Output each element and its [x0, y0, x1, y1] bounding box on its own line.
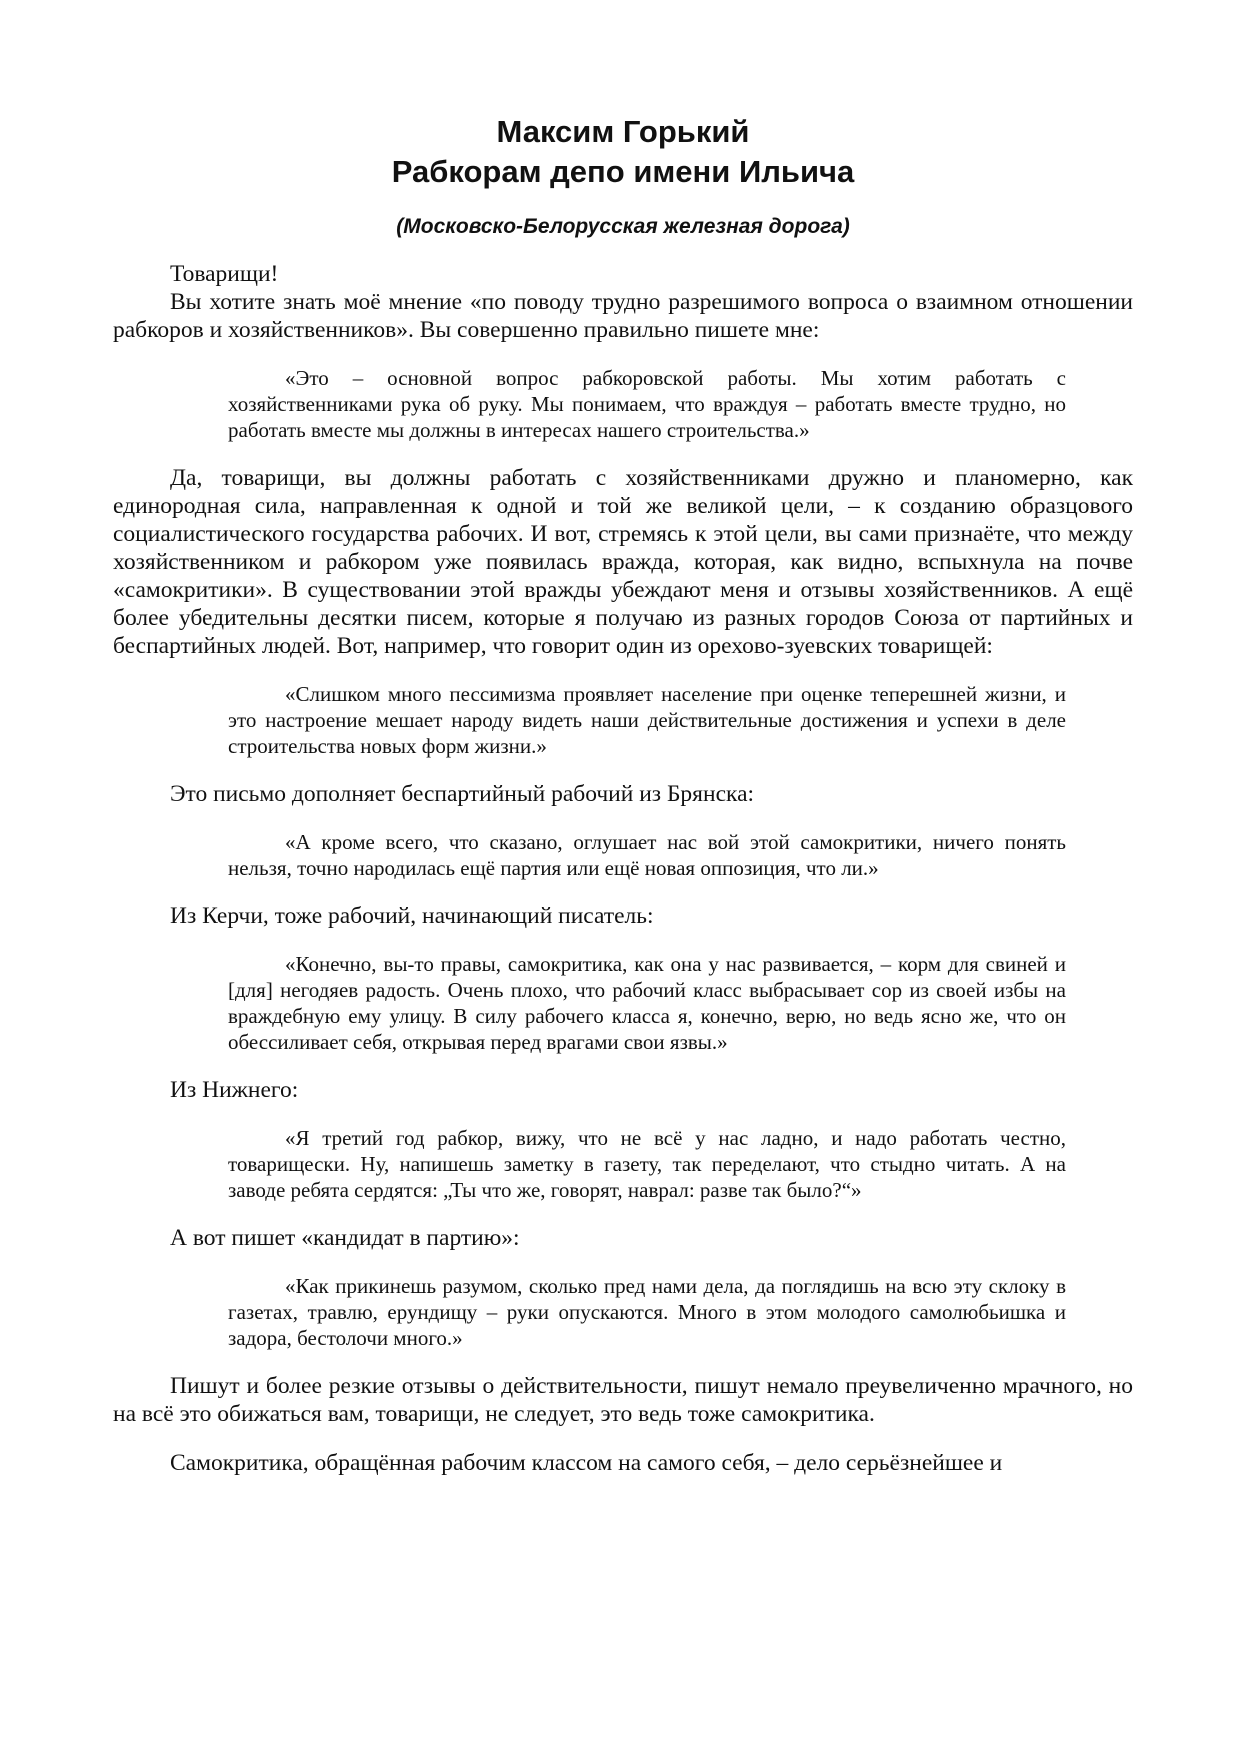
paragraph: Вы хотите знать моё мнение «по поводу трудно разрешимого вопроса о взаимном отношении рабкоров и хозяйственников». Вы совершенно правильно пишете мне:	[113, 289, 1133, 343]
block-quote: «А кроме всего, что сказано, оглушает нас вой этой самокритики, ничего понять нельзя, точно народилась ещё партия или ещё новая оппозиция, что ли.»	[228, 830, 1066, 880]
block-quote: «Это – основной вопрос рабкоровской работы. Мы хотим работать с хозяйственниками рука об руку. Мы понимаем, что враждуя – работать вместе трудно, но работать вместе мы должны в интересах нашего строительства.»	[228, 366, 1066, 442]
paragraph: Из Керчи, тоже рабочий, начинающий писатель:	[170, 903, 654, 929]
block-quote: «Слишком много пессимизма проявляет население при оценке теперешней жизни, и это настроение мешает народу видеть наши действительные достижения и успехи в деле строительства новых форм жизни.»	[228, 682, 1066, 758]
paragraph: Самокритика, обращённая рабочим классом на самого себя, – дело серьёзнейшее и	[170, 1450, 1003, 1476]
document-subtitle: (Московско-Белорусская железная дорога)	[396, 215, 850, 238]
paragraph: Товарищи!	[170, 261, 279, 287]
document-title: Рабкорам депо имени Ильича	[391, 154, 855, 189]
paragraph: А вот пишет «кандидат в партию»:	[170, 1225, 520, 1251]
author-heading: Максим Горький	[496, 114, 750, 149]
document-body	[113, 260, 1133, 1477]
block-quote: «Конечно, вы-то правы, самокритика, как она у нас развивается, – корм для свиней и [для] негодяев радость. Очень плохо, что рабочий класс выбрасывает сор из своей избы на враждебную ему улицу. В силу рабочего класса я, конечно, верю, но ведь ясно же, что он обессиливает себя, открывая перед врагами свои язвы.»	[228, 952, 1066, 1054]
paragraph: Из Нижнего:	[170, 1077, 299, 1103]
paragraph: Это письмо дополняет беспартийный рабочий из Брянска:	[170, 781, 755, 807]
document-page	[113, 112, 1133, 1477]
block-quote: «Как прикинешь разумом, сколько пред нами дела, да поглядишь на всю эту склоку в газетах, травлю, ерундищу – руки опускаются. Много в этом молодого самолюбьишка и задора, бестолочи много.»	[228, 1274, 1066, 1350]
paragraph: Да, товарищи, вы должны работать с хозяйственниками дружно и планомерно, как единородная сила, направленная к одной и той же великой цели, – к созданию образцового социалистического государства рабочих. И вот, стремясь к этой цели, вы сами признаёте, что между хозяйственником и рабкором уже появилась вражда, которая, как видно, вспыхнула на почве «самокритики». В существовании этой вражды убеждают меня и отзывы хозяйственников. А ещё более убедительны десятки писем, которые я получаю из разных городов Союза от партийных и беспартийных людей. Вот, например, что говорит один из орехово-зуевских товарищей:	[113, 465, 1133, 659]
paragraph: Пишут и более резкие отзывы о действительности, пишут немало преувеличенно мрачного, но на всё это обижаться вам, товарищи, не следует, это ведь тоже самокритика.	[113, 1373, 1133, 1427]
block-quote: «Я третий год рабкор, вижу, что не всё у нас ладно, и надо работать честно, товарищески. Ну, напишешь заметку в газету, так переделают, что стыдно читать. А на заводе ребята сердятся: „Ты что же, говорят, наврал: разве так было?“»	[228, 1126, 1066, 1202]
